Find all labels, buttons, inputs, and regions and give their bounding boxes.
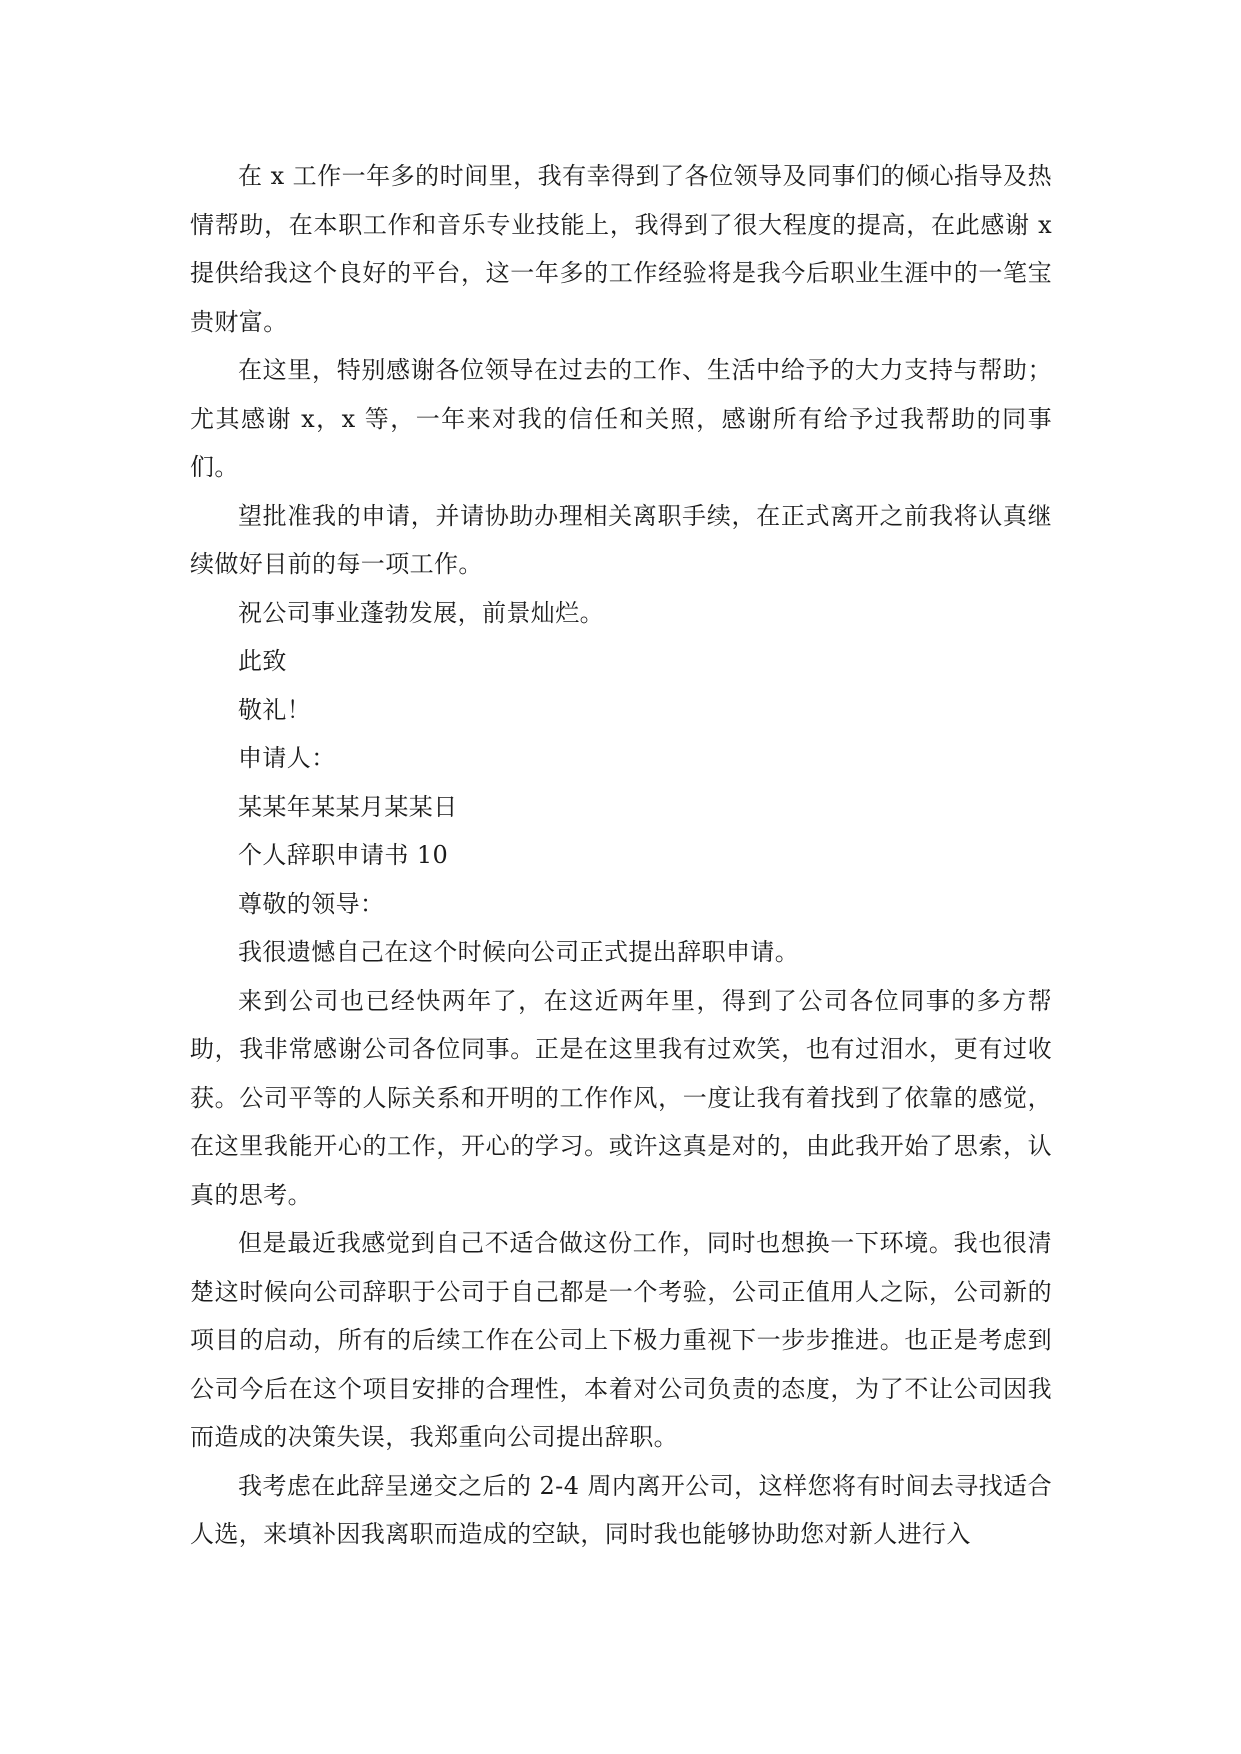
paragraph-leave-plan: 我考虑在此辞呈递交之后的 2-4 周内离开公司，这样您将有时间去寻找适合人选，来填补因我离职而造成的空缺，同时我也能够协助您对新人进行入 [190, 1471, 1052, 1548]
salutation-line: 尊敬的领导： [238, 889, 385, 918]
paragraph-reason: 但是最近我感觉到自己不适合做这份工作，同时也想换一下环境。我也很清楚这时候向公司辞职于公司于自己都是一个考验，公司正值用人之际，公司新的项目的启动，所有的后续工作在公司上下极力重视下一步步推进。也正是考虑到公司今后在这个项目安排的合理性，本着对公司负责的态度，为了不让公司因我而造成的决策失误，我郑重向公司提出辞职。 [190, 1229, 1052, 1451]
section-title: 个人辞职申请书 10 [238, 841, 449, 869]
wish-line: 祝公司事业蓬勃发展，前景灿烂。 [238, 598, 604, 627]
closing-line: 此致 [238, 647, 287, 675]
paragraph-request-approval: 望批准我的申请，并请协助办理相关离职手续，在正式离开之前我将认真继续做好目前的每一项工作。 [190, 501, 1052, 578]
salute-line: 敬礼！ [238, 695, 312, 724]
opening-line: 我很遗憾自己在这个时候向公司正式提出辞职申请。 [238, 938, 800, 966]
paragraph-thanks-x: 在 x 工作一年多的时间里，我有幸得到了各位领导及同事们的倾心指导及热情帮助，在本职工作和音乐专业技能上，我得到了很大程度的提高，在此感谢 x 提供给我这个良好的平台，这一年多的工作经验将是我今后职业生涯中的一笔宝贵财富。 [190, 162, 1052, 336]
paragraph-two-years: 来到公司也已经快两年了，在这近两年里，得到了公司各位同事的多方帮助，我非常感谢公司各位同事。正是在这里我有过欢笑，也有过泪水，更有过收获。公司平等的人际关系和开明的工作作风，一度让我有着找到了依靠的感觉，在这里我能开心的工作，开心的学习。或许这真是对的，由此我开始了思索，认真的思考。 [190, 986, 1052, 1209]
paragraph-thanks-leaders: 在这里，特别感谢各位领导在过去的工作、生活中给予的大力支持与帮助；尤其感谢 x，x 等，一年来对我的信任和关照，感谢所有给予过我帮助的同事们。 [190, 356, 1052, 481]
applicant-line: 申请人： [238, 744, 336, 772]
document-body [190, 152, 1052, 1559]
date-line: 某某年某某月某某日 [238, 792, 458, 821]
